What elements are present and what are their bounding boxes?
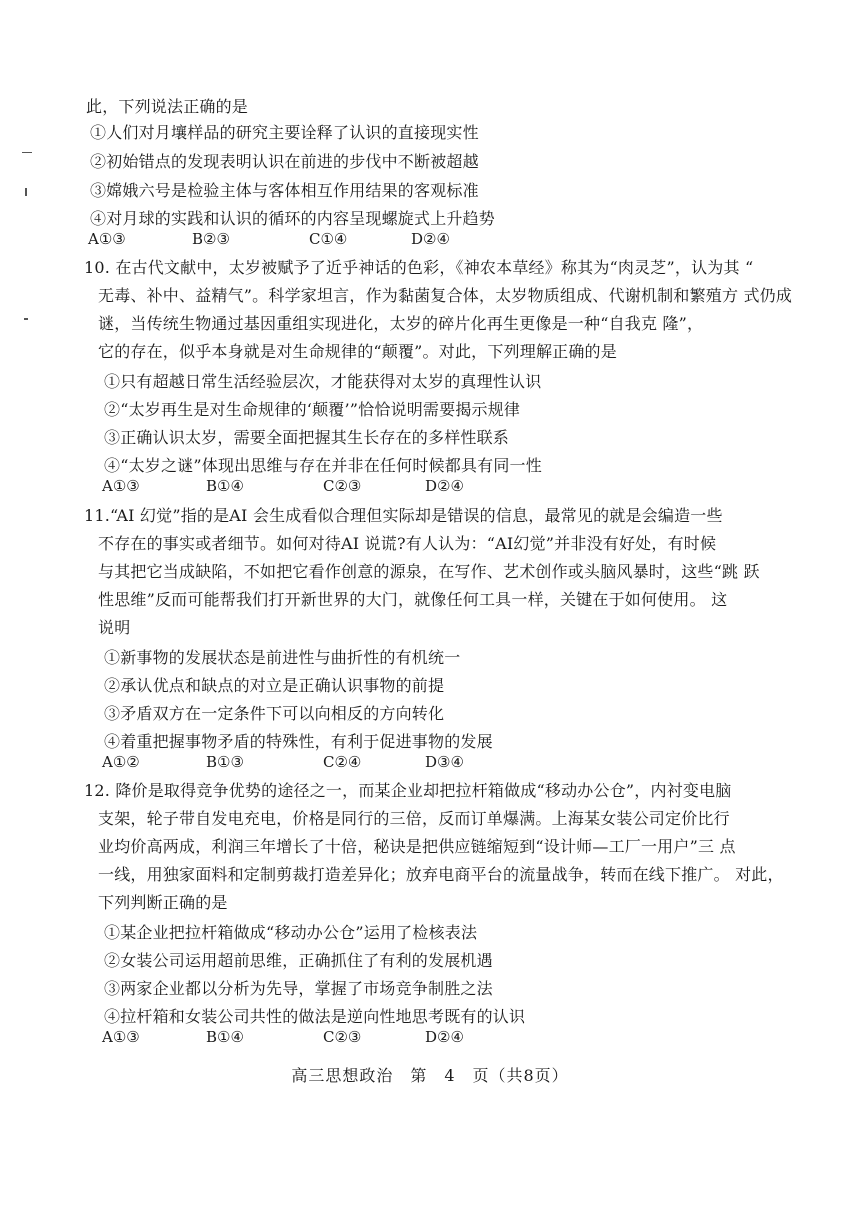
question-12-statement: ①某企业把拉杆箱做成“移动办公仓”运用了检核表法 bbox=[104, 923, 478, 942]
question-12-stem-line: 12. 降价是取得竞争优势的途径之一，而某企业却把拉杆箱做成“移动办公仓”，内衬变电脑 bbox=[84, 781, 732, 800]
option-c: C①④ bbox=[309, 230, 348, 248]
question-10-stem-line: 它的存在，似乎本身就是对生命规律的“颠覆”。对此，下列理解正确的是 bbox=[98, 342, 617, 361]
question-9-statement: ①人们对月壤样品的研究主要诠释了认识的直接现实性 bbox=[90, 123, 479, 142]
question-11-options bbox=[102, 753, 464, 771]
question-12-stem-line: 业均价高两成，利润三年增长了十倍，秘诀是把供应链缩短到“设计师—工厂一用户”三 点 bbox=[98, 837, 736, 856]
option-b: B②③ bbox=[192, 230, 230, 248]
question-11-statement: ③矛盾双方在一定条件下可以向相反的方向转化 bbox=[104, 704, 445, 723]
question-10-stem-line: 无毒、补中、益精气”。科学家坦言，作为黏菌复合体，太岁物质组成、代谢机制和繁殖方 式仍成 bbox=[98, 286, 793, 305]
question-9-options bbox=[88, 230, 450, 248]
question-12-statement: ③两家企业都以分析为先导，掌握了市场竞争制胜之法 bbox=[104, 979, 493, 998]
option-b: B①④ bbox=[206, 477, 244, 495]
option-c: C②③ bbox=[323, 477, 362, 495]
question-11-statement: ④着重把握事物矛盾的特殊性，有利于促进事物的发展 bbox=[104, 732, 493, 751]
margin-mark bbox=[25, 188, 27, 196]
option-c: C②④ bbox=[323, 753, 362, 771]
question-11-statement: ①新事物的发展状态是前进性与曲折性的有机统一 bbox=[104, 648, 461, 667]
question-10-statement: ②“太岁再生是对生命规律的‘颠覆’”恰恰说明需要揭示规律 bbox=[104, 400, 521, 419]
question-10-statement: ①只有超越日常生活经验层次，才能获得对太岁的真理性认识 bbox=[104, 372, 542, 391]
option-b: B①③ bbox=[206, 753, 244, 771]
option-b: B①④ bbox=[206, 1028, 244, 1046]
question-9-statement: ③嫦娥六号是检验主体与客体相互作用结果的客观标准 bbox=[90, 181, 479, 200]
question-12-stem-line: 下列判断正确的是 bbox=[98, 893, 228, 912]
question-10-stem-line: 谜，当传统生物通过基因重组实现进化，太岁的碎片化再生更像是一种“自我克 隆”， bbox=[98, 314, 704, 333]
question-11-stem-line: 与其把它当成缺陷，不如把它看作创意的源泉，在写作、艺术创作或头脑风暴时，这些“跳 跃 bbox=[98, 562, 760, 581]
option-a: A①② bbox=[102, 753, 140, 771]
question-11-stem-line: 说明 bbox=[98, 618, 131, 637]
option-a: A①③ bbox=[88, 230, 126, 248]
option-d: D③④ bbox=[425, 753, 464, 771]
question-11-statement: ②承认优点和缺点的对立是正确认识事物的前提 bbox=[104, 676, 445, 695]
question-12-options bbox=[102, 1028, 464, 1046]
question-11-stem-line: 不存在的事实或者细节。如何对待AI 说谎?有人认为：“AI幻觉”并非没有好处，有时候 bbox=[98, 534, 717, 553]
question-9-intro: 此，下列说法正确的是 bbox=[86, 97, 249, 116]
option-a: A①③ bbox=[102, 1028, 140, 1046]
option-d: D②④ bbox=[425, 1028, 464, 1046]
page-footer: 高三思想政治 第 4 页（共8页） bbox=[291, 1066, 569, 1085]
question-11-stem-line: 11.“AI 幻觉”指的是AI 会生成看似合理但实际却是错误的信息，最常见的就是会编造一些 bbox=[84, 506, 723, 525]
question-10-options bbox=[102, 477, 464, 495]
question-12-stem-line: 支架，轮子带自发电充电，价格是同行的三倍，反而订单爆满。上海某女装公司定价比行 bbox=[98, 809, 730, 828]
question-9-statement: ④对月球的实践和认识的循环的内容呈现螺旋式上升趋势 bbox=[90, 209, 496, 228]
option-a: A①③ bbox=[102, 477, 140, 495]
option-c: C②③ bbox=[323, 1028, 362, 1046]
option-d: D②④ bbox=[411, 230, 450, 248]
question-10-statement: ④“太岁之谜”体现出思维与存在并非在任何时候都具有同一性 bbox=[104, 456, 542, 475]
question-11-stem-line: 性思维”反而可能帮我们打开新世界的大门，就像任何工具一样，关键在于如何使用。 这 bbox=[98, 590, 728, 609]
question-10-stem-line: 10. 在古代文献中，太岁被赋予了近乎神话的色彩，《神农本草经》称其为“肉灵芝”，认为其 “ bbox=[84, 258, 754, 277]
question-10-statement: ③正确认识太岁，需要全面把握其生长存在的多样性联系 bbox=[104, 428, 510, 447]
margin-mark bbox=[24, 318, 28, 320]
question-12-statement: ④拉杆箱和女装公司共性的做法是逆向性地思考既有的认识 bbox=[104, 1007, 526, 1026]
option-d: D②④ bbox=[425, 477, 464, 495]
question-12-stem-line: 一线，用独家面料和定制剪裁打造差异化；放弃电商平台的流量战争，转而在线下推广。 对此， bbox=[98, 865, 784, 884]
question-12-statement: ②女装公司运用超前思维，正确抓住了有利的发展机遇 bbox=[104, 951, 493, 970]
margin-mark bbox=[22, 152, 32, 153]
question-9-statement: ②初始错点的发现表明认识在前进的步伐中不断被超越 bbox=[90, 152, 479, 171]
